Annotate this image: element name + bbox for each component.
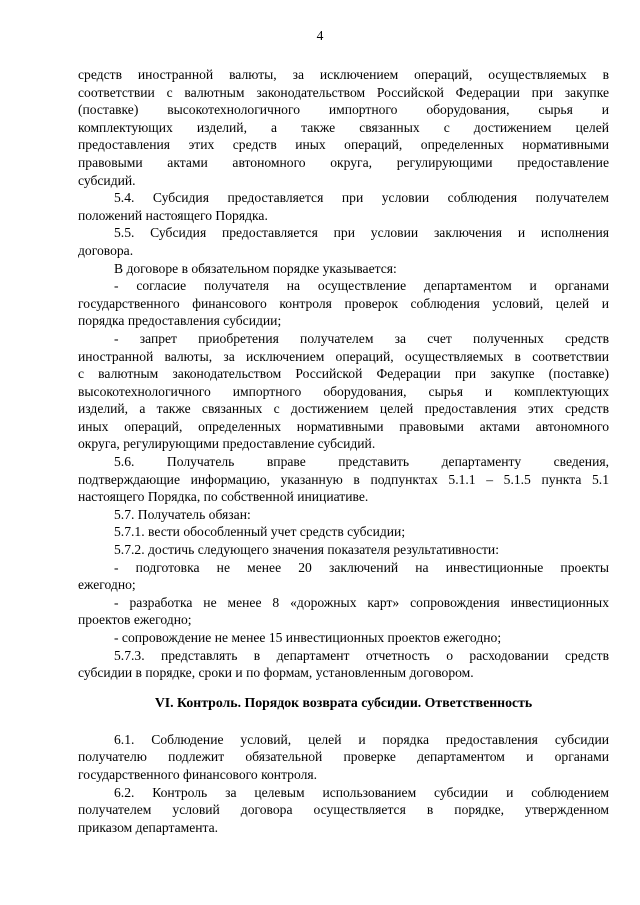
- paragraph-5-7-1: 5.7.1. вести обособленный учет средств субсидии;: [114, 524, 406, 540]
- text-line: правовыми актами автономного округа, регулирующими предоставление: [78, 154, 609, 170]
- text-line: государственного финансового контроля проверок соблюдения условий, целей и: [78, 295, 609, 311]
- document-body: [78, 66, 609, 836]
- text-line: высокотехнологичного импортного оборудования, сырья и комплектующих: [78, 383, 609, 399]
- text-line: положений настоящего Порядка.: [78, 207, 268, 223]
- text-line: договора.: [78, 242, 134, 258]
- text-line: получателем условий договора осуществляется в порядке, утвержденном: [78, 802, 609, 818]
- paragraph-5-7: 5.7. Получатель обязан:: [114, 506, 251, 522]
- text-line: субсидий.: [78, 172, 136, 188]
- text-line: средств иностранной валюты, за исключением операций, осуществляемых в: [78, 67, 609, 82]
- text-line: субсидии в порядке, сроки и по формам, установленным договором.: [78, 665, 474, 681]
- text-line: иных операций, определенных нормативными правовыми актами автономного: [78, 418, 609, 434]
- list-item-consent: - согласие получателя на осуществление департаментом и органами: [114, 278, 609, 294]
- paragraph-6-1: 6.1. Соблюдение условий, целей и порядка предоставления субсидии: [114, 731, 609, 747]
- text-line: соответствии с валютным законодательством Российской Федерации при закупке: [78, 84, 609, 100]
- list-item-prohibition: - запрет приобретения получателем за счет полученных средств: [114, 330, 609, 346]
- text-line: с валютным законодательством Российской Федерации при закупке (поставке): [78, 366, 609, 382]
- text-line: государственного финансового контроля.: [78, 766, 318, 782]
- text-line: округа, регулирующими предоставление субсидий.: [78, 436, 376, 452]
- list-item-conclusions: - подготовка не менее 20 заключений на инвестиционные проекты: [114, 559, 609, 575]
- paragraph-5-5: 5.5. Субсидия предоставляется при условии заключения и исполнения: [114, 225, 609, 241]
- section-heading: VI. Контроль. Порядок возврата субсидии. Ответственность: [154, 694, 533, 710]
- text-line: получателю подлежит обязательной проверке департаментом и органами: [78, 749, 609, 765]
- page-number: 4: [316, 28, 324, 43]
- text-line: иностранной валюты, за исключением операций, осуществляемых в соответствии: [78, 348, 609, 364]
- paragraph-5-6: 5.6. Получатель вправе представить департаменту сведения,: [114, 454, 609, 470]
- text-line: предоставления этих средств иных операций, определенных нормативными: [78, 137, 609, 153]
- text-line: подтверждающие информацию, указанную в подпунктах 5.1.1 – 5.1.5 пункта 5.1: [78, 471, 609, 487]
- list-item-support: - сопровождение не менее 15 инвестиционных проектов ежегодно;: [114, 630, 502, 645]
- paragraph-5-4: 5.4. Субсидия предоставляется при условии соблюдения получателем: [114, 190, 609, 206]
- text-line: ежегодно;: [78, 577, 136, 593]
- list-item-roadmaps: - разработка не менее 8 «дорожных карт» сопровождения инвестиционных: [114, 594, 609, 610]
- paragraph-6-2: 6.2. Контроль за целевым использованием субсидии и соблюдением: [114, 784, 609, 800]
- text-line: изделий, а также связанных с достижением целей предоставления этих средств: [78, 401, 609, 417]
- text-line: комплектующих изделий, а также связанных с достижением целей: [78, 119, 609, 135]
- text-line: приказом департамента.: [78, 819, 219, 835]
- contract-intro: В договоре в обязательном порядке указывается:: [114, 260, 397, 276]
- text-line: (поставке) высокотехнологичного импортного оборудования, сырья и: [78, 102, 609, 118]
- paragraph-5-7-2: 5.7.2. достичь следующего значения показателя результативности:: [114, 542, 499, 558]
- text-line: проектов ежегодно;: [78, 612, 192, 628]
- paragraph-5-7-3: 5.7.3. представлять в департамент отчетность о расходовании средств: [114, 647, 609, 663]
- text-line: настоящего Порядка, по собственной инициативе.: [78, 489, 369, 505]
- text-line: порядка предоставления субсидии;: [78, 313, 282, 329]
